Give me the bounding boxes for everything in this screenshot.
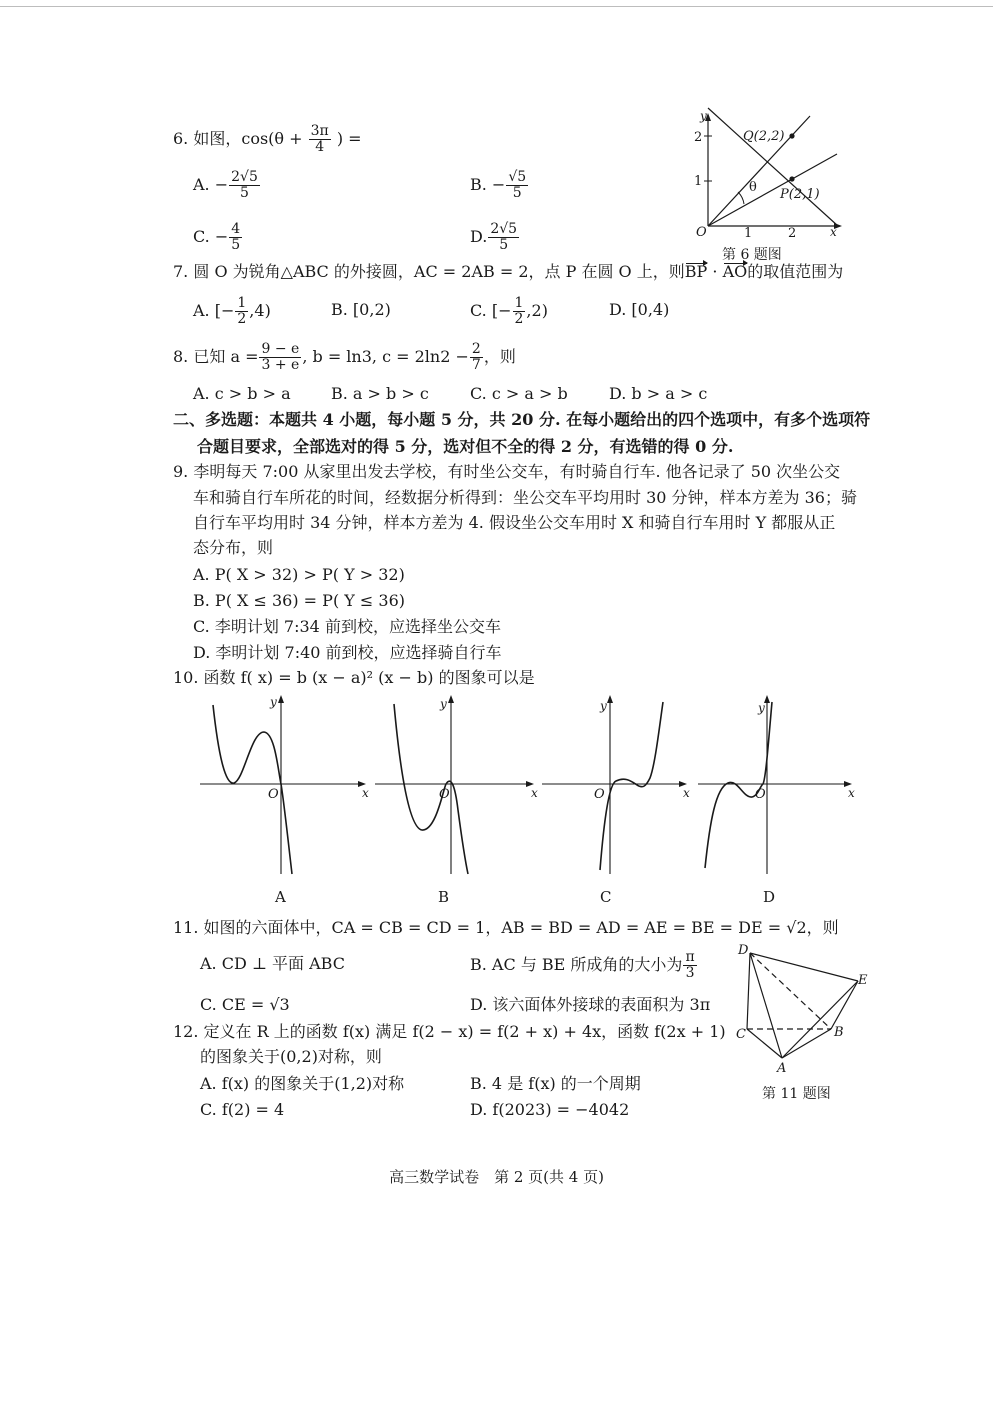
q7-option-d: D. [0,4) bbox=[609, 300, 670, 319]
q10-c-y-label: y bbox=[600, 699, 607, 713]
q10-d-x-label: x bbox=[848, 786, 855, 800]
q11-caption: 第 11 题图 bbox=[762, 1086, 831, 1102]
q10-d-curve bbox=[705, 702, 772, 868]
q6-angle-arc bbox=[738, 192, 744, 204]
section2-heading-line1: 二、多选题：本题共 4 小题，每小题 5 分，共 20 分. 在每小题给出的四个选项中，有多个选项符 bbox=[173, 410, 871, 429]
q6-option-b: B. − $\frac{√5}{5}$ bbox=[470, 169, 527, 201]
q7-vector-ao: AO bbox=[722, 262, 748, 281]
q6-option-c: C. − $\frac{4}{5}$ bbox=[193, 221, 241, 253]
q9-option-a: A. P( X > 32) > P( Y > 32) bbox=[193, 565, 405, 584]
q12-option-d: D. f(2023) = −4042 bbox=[470, 1100, 630, 1119]
q6-tick-x2-label: 2 bbox=[788, 226, 797, 241]
q10-c-origin-label: O bbox=[594, 787, 605, 802]
q10-graphs bbox=[0, 690, 993, 920]
q11-label-b: B bbox=[834, 1025, 844, 1040]
q6-figure bbox=[680, 108, 850, 268]
q10-graph-a bbox=[200, 695, 369, 906]
q10-label-d: D bbox=[763, 888, 776, 906]
q10-label-a: A bbox=[275, 888, 286, 906]
q11-option-a: A. CD ⊥ 平面 ABC bbox=[200, 954, 345, 973]
q6-point-p bbox=[789, 176, 794, 181]
q10-graph-c bbox=[542, 695, 690, 906]
q12-stem-line1: 12. 定义在 R 上的函数 f(x) 满足 f(2 − x) = f(2 + x) + 4x，函数 f(2x + 1) bbox=[173, 1022, 726, 1041]
q8-stem: 8. 已知 a = $\frac{9 - e}{3 + e}$ , b = ln3, c = 2ln2 − $\frac{2}{7}$ ，则 bbox=[173, 341, 516, 373]
page-footer: 高三数学试卷 第 2 页(共 4 页) bbox=[389, 1168, 604, 1186]
q11-label-e: E bbox=[858, 973, 868, 988]
q9-stem-line3: 自行车平均用时 34 分钟，样本方差为 4. 假设坐公交车用时 X 和骑自行车用时 Y 都服从正 bbox=[193, 513, 836, 532]
q6-option-d: D. $\frac{2√5}{5}$ bbox=[470, 221, 518, 253]
q11-edge-ae bbox=[782, 981, 858, 1058]
q8-option-a: A. c > b > a bbox=[193, 384, 291, 403]
q9-stem-line1: 9. 李明每天 7:00 从家里出发去学校，有时坐公交车，有时骑自行车. 他各记录了 50 次坐公交 bbox=[173, 462, 841, 481]
q12-stem-line2: 的图象关于(0,2)对称，则 bbox=[200, 1047, 382, 1066]
q10-b-x-label: x bbox=[531, 786, 538, 800]
q11-label-c: C bbox=[736, 1027, 746, 1042]
q10-d-origin-label: O bbox=[755, 787, 766, 802]
q12-option-b: B. 4 是 f(x) 的一个周期 bbox=[470, 1074, 641, 1093]
q6-tick-x1-label: 1 bbox=[744, 226, 753, 241]
q11-label-d: D bbox=[738, 943, 749, 958]
q11-option-d: D. 该六面体外接球的表面积为 3π bbox=[470, 995, 711, 1014]
q9-option-b: B. P( X ≤ 36) = P( Y ≤ 36) bbox=[193, 591, 406, 610]
q10-stem: 10. 函数 f( x) = b (x − a)² (x − b) 的图象可以是 bbox=[173, 668, 535, 687]
q10-b-origin-label: O bbox=[439, 787, 450, 802]
q9-option-d: D. 李明计划 7:40 前到校，应选择骑自行车 bbox=[193, 643, 502, 662]
q10-d-y-label: y bbox=[758, 701, 765, 715]
q6-tick-y1-label: 1 bbox=[694, 174, 703, 189]
q6-p-label: P(2,1) bbox=[780, 187, 820, 202]
q6-q-label: Q(2,2) bbox=[743, 129, 785, 144]
q11-edge-de bbox=[750, 953, 858, 981]
q10-b-curve bbox=[394, 704, 468, 874]
q6-x-axis bbox=[708, 108, 838, 226]
q6-option-a: A. − $\frac{2√5}{5}$ bbox=[193, 169, 258, 201]
q6-tick-y2-label: 2 bbox=[694, 130, 703, 145]
q11-option-b: B. AC 与 BE 所成角的大小为 $\frac{\pi}{3}$ bbox=[470, 949, 695, 981]
q6-x-label: x bbox=[830, 225, 837, 239]
q9-stem-line2: 车和骑自行车所花的时间，经数据分析得到：坐公交车平均用时 30 分钟，样本方差为 36；骑 bbox=[193, 488, 857, 507]
section2-heading-line2: 合题目要求，全部选对的得 5 分，选对但不全的得 2 分，有选错的得 0 分. bbox=[197, 437, 734, 456]
q10-a-y-label: y bbox=[270, 695, 277, 709]
q7-stem: 7. 圆 O 为锐角△ABC 的外接圆，AC = 2AB = 2，点 P 在圆 O 上，则BP · AO的取值范围为 bbox=[173, 262, 844, 281]
q8-option-c: C. c > a > b bbox=[470, 384, 568, 403]
q10-graph-d bbox=[698, 695, 855, 906]
q12-option-a: A. f(x) 的图象关于(1,2)对称 bbox=[200, 1074, 405, 1093]
q7-option-b: B. [0,2) bbox=[331, 300, 391, 319]
q12-option-c: C. f(2) = 4 bbox=[200, 1100, 285, 1119]
q10-a-curve bbox=[213, 705, 292, 874]
q10-a-origin-label: O bbox=[268, 787, 279, 802]
q10-b-y-label: y bbox=[440, 697, 447, 711]
q7-vector-bp: BP bbox=[684, 262, 708, 281]
q8-option-b: B. a > b > c bbox=[331, 384, 429, 403]
q11-figure bbox=[730, 938, 880, 1108]
q11-label-a: A bbox=[777, 1061, 787, 1076]
q9-option-c: C. 李明计划 7:34 前到校，应选择坐公交车 bbox=[193, 617, 501, 636]
q11-edge-ca bbox=[747, 1029, 782, 1058]
q9-stem-line4: 态分布，则 bbox=[193, 538, 274, 557]
q7-option-a: A. [− $\frac{1}{2}$ ,4) bbox=[193, 295, 271, 327]
q10-label-b: B bbox=[438, 888, 450, 906]
q6-y-label: y bbox=[700, 109, 707, 123]
q8-option-d: D. b > a > c bbox=[609, 384, 708, 403]
q10-graph-b bbox=[375, 695, 538, 906]
q6-caption: 第 6 题图 bbox=[722, 247, 782, 263]
q6-point-q bbox=[789, 133, 794, 138]
q11-stem: 11. 如图的六面体中，CA = CB = CD = 1，AB = BD = AD = AE = BE = DE = √2，则 bbox=[173, 918, 839, 937]
q6-angle-label: θ bbox=[749, 180, 757, 195]
q6-stem: 6. 如图，cos(θ + $\frac{3\pi}{4}$ ) = bbox=[173, 123, 362, 155]
scan-edge-line bbox=[0, 6, 993, 7]
q6-origin-label: O bbox=[696, 225, 707, 240]
q6-stem-fraction: $\frac{3\pi}{4}$ bbox=[310, 123, 329, 155]
q11-option-c: C. CE = √3 bbox=[200, 995, 290, 1014]
q11-edge-dc bbox=[747, 953, 750, 1029]
q10-a-x-label: x bbox=[362, 786, 369, 800]
q7-option-c: C. [− $\frac{1}{2}$ ,2) bbox=[470, 295, 548, 327]
q10-c-x-label: x bbox=[683, 786, 690, 800]
q10-label-c: C bbox=[600, 888, 612, 906]
